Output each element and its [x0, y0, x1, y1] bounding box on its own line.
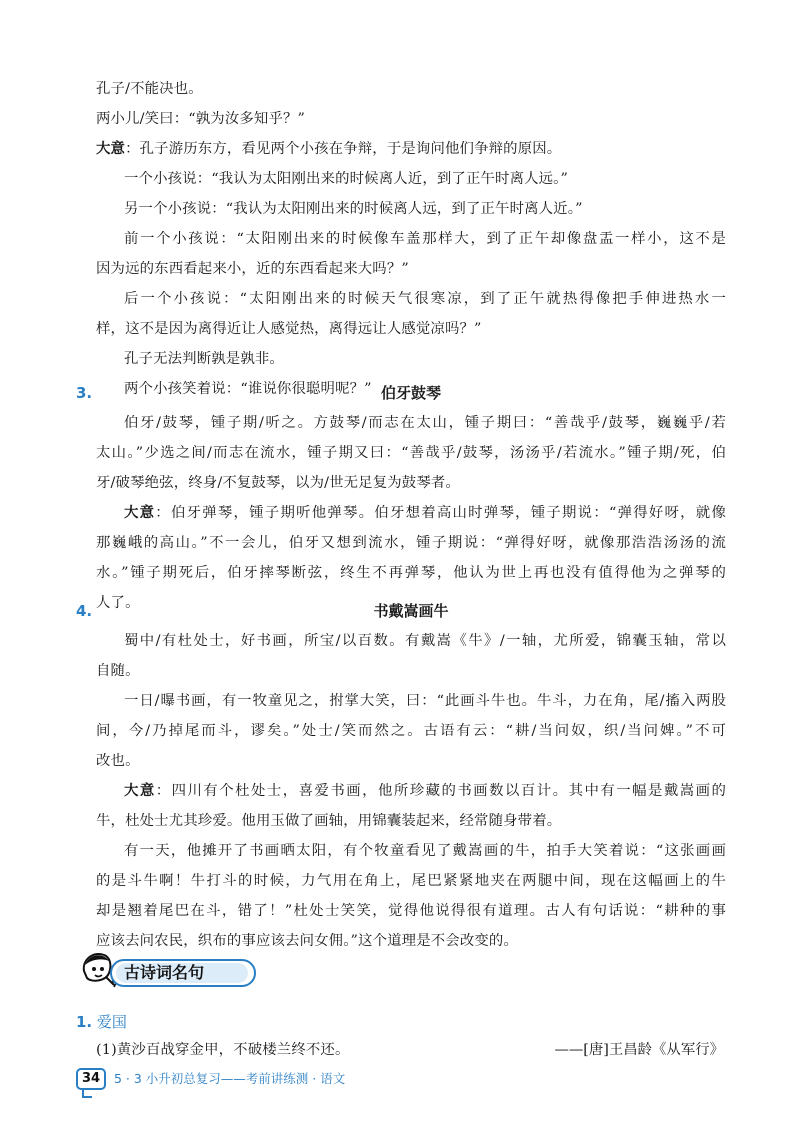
book-title: 5 · 3 小升初总复习——考前讲练测 · 语文	[114, 1071, 346, 1086]
translation-line: 水。”锺子期死后，伯牙摔琴断弦，终生不再弹琴，他认为世上再也没有值得他为之弹琴的	[96, 565, 726, 581]
classical-text-line: 太山。”少选之间/而志在流水，锺子期又曰：“善哉乎/鼓琴，汤汤乎/若流水。”锺子期/死，伯	[96, 445, 726, 461]
translation-line: 一个小孩说：“我认为太阳刚出来的时候离人近，到了正午时离人远。”	[124, 171, 569, 187]
poem-category	[76, 1012, 127, 1032]
translation-text: ：伯牙弹琴，锺子期听他弹琴。伯牙想着高山时弹琴，锺子期说：“弹得好呀，就像	[155, 505, 726, 521]
translation-line	[124, 503, 726, 523]
classical-text-line: 间，今/乃掉尾而斗，谬矣。”处士/笑而然之。古语有云：“耕/当问奴，织/当问婢。”不可	[96, 723, 726, 739]
translation-line: 应该去问农民，织布的事应该去问女佣。”这个道理是不会改变的。	[96, 933, 518, 949]
translation-text: ：四川有个杜处士，喜爱书画，他所珍藏的书画数以百计。其中有一幅是戴嵩画的	[155, 783, 726, 799]
classical-text-line: 自随。	[96, 663, 140, 679]
translation-line: 样，这不是因为离得近让人感觉热，离得远让人感觉凉吗？”	[96, 321, 482, 337]
page-footer	[76, 1068, 476, 1098]
section-banner	[76, 947, 256, 991]
story-number: 4.	[76, 602, 93, 620]
translation-label: 大意	[96, 141, 126, 157]
translation-line: 有一天，他摊开了书画晒太阳，有个牧童看见了戴嵩画的牛，拍手大笑着说：“这张画画	[124, 843, 726, 859]
translation-line: 因为远的东西看起来小，近的东西看起来大吗？”	[96, 261, 409, 277]
page-number-tab	[82, 1090, 92, 1098]
poem-category-label: 爱国	[96, 1013, 127, 1031]
poem-attribution: ——[唐]王昌龄《从军行》	[554, 1042, 724, 1058]
translation-line: 那巍峨的高山。”不一会儿，伯牙又想到流水，锺子期说：“弹得好呀，就像那浩浩汤汤的流	[96, 535, 726, 551]
classical-text-line: 改也。	[96, 753, 140, 769]
translation-line: 两个小孩笑着说：“谁说你很聪明呢？”	[124, 381, 372, 397]
translation-label: 大意	[124, 505, 156, 521]
story-title: 伯牙鼓琴	[380, 384, 441, 402]
poem-line: (1)黄沙百战穿金甲，不破楼兰终不还。	[96, 1042, 350, 1058]
translation-line: 人了。	[96, 595, 140, 611]
classical-text-line: 两小儿/笑曰：“孰为汝多知乎？”	[96, 111, 306, 127]
translation-line: 另一个小孩说：“我认为太阳刚出来的时候离人远，到了正午时离人近。”	[124, 201, 583, 217]
poem-category-number: 1.	[76, 1013, 93, 1031]
story-title: 书戴嵩画牛	[373, 602, 449, 620]
section-title: 古诗词名句	[124, 963, 205, 982]
classical-text-line: 牙/破琴绝弦，终身/不复鼓琴，以为/世无足复为鼓琴者。	[96, 475, 460, 491]
story-number: 3.	[76, 384, 93, 402]
translation-label: 大意	[124, 783, 156, 799]
translation-line: 牛，杜处士尤其珍爱。他用玉做了画轴，用锦囊装起来，经常随身带着。	[96, 813, 562, 829]
classical-text-line: 孔子/不能决也。	[96, 81, 203, 97]
translation-line: 却是翘着尾巴在斗，错了！”杜处士笑笑，觉得他说得很有道理。古人有句话说：“耕种的事	[96, 903, 726, 919]
translation-line: 孔子无法判断孰是孰非。	[124, 351, 284, 367]
classical-text-line: 蜀中/有杜处士，好书画，所宝/以百数。有戴嵩《牛》/一轴，尤所爱，锦囊玉轴，常以	[124, 633, 726, 649]
classical-text-line: 伯牙/鼓琴，锺子期/听之。方鼓琴/而志在太山，锺子期曰：“善哉乎/鼓琴，巍巍乎/若	[124, 415, 726, 431]
translation-line: 的是斗牛啊！牛打斗的时候，力气用在角上，尾巴紧紧地夹在两腿中间，现在这幅画上的牛	[96, 873, 726, 889]
translation-line	[124, 781, 726, 801]
translation-line: 后一个小孩说：“太阳刚出来的时候天气很寒凉，到了正午就热得像把手伸进热水一	[124, 291, 726, 307]
translation-line	[96, 139, 726, 159]
page-number: 34	[76, 1068, 106, 1090]
translation-text: ：孔子游历东方，看见两个小孩在争辩，于是询问他们争辩的原因。	[125, 141, 562, 157]
translation-line: 前一个小孩说：“太阳刚出来的时候像车盖那样大，到了正午却像盘盂一样小，这不是	[124, 231, 726, 247]
classical-text-line: 一日/曝书画，有一牧童见之，拊掌大笑，曰：“此画斗牛也。牛斗，力在角，尾/搐入两股	[124, 693, 726, 709]
